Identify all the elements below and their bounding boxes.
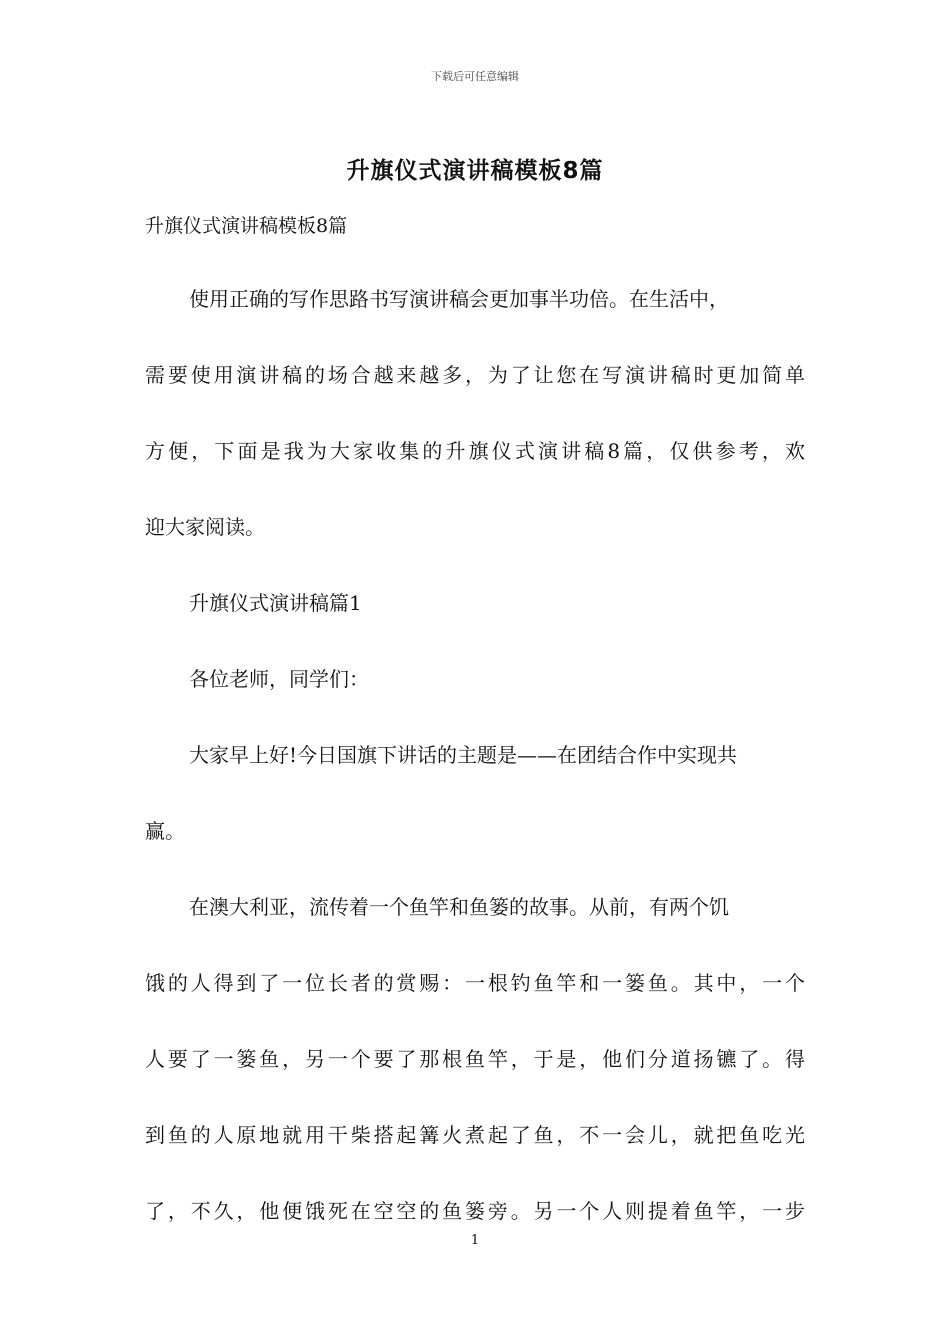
body-text — [145, 261, 805, 1249]
paragraph-line: 人要了一篓鱼，另一个要了那根鱼竿，于是，他们分道扬镳了。得 — [145, 1047, 805, 1071]
paragraph-line: 大家早上好!今日国旗下讲话的主题是——在团结合作中实现共 — [189, 743, 738, 767]
salutation-line: 各位老师，同学们： — [189, 667, 369, 691]
document-title: 升旗仪式演讲稿模板8篇 — [346, 158, 604, 184]
paragraph-line: 方便，下面是我为大家收集的升旗仪式演讲稿8篇，仅供参考，欢 — [145, 439, 805, 463]
document-subtitle: 升旗仪式演讲稿模板8篇 — [145, 215, 348, 237]
paragraph-line: 赢。 — [145, 819, 185, 843]
paragraph-line: 了，不久，他便饿死在空空的鱼篓旁。另一个人则提着鱼竿，一步 — [145, 1199, 805, 1223]
paragraph-line: 使用正确的写作思路书写演讲稿会更加事半功倍。在生活中， — [189, 287, 729, 311]
page-number: 1 — [470, 1233, 480, 1248]
paragraph-line: 饿的人得到了一位长者的赏赐：一根钓鱼竿和一篓鱼。其中，一个 — [145, 971, 805, 995]
paragraph-line: 需要使用演讲稿的场合越来越多，为了让您在写演讲稿时更加简单 — [145, 363, 805, 387]
header-note: 下载后可任意编辑 — [431, 70, 519, 83]
section-heading: 升旗仪式演讲稿篇1 — [189, 591, 362, 615]
paragraph-line: 在澳大利亚，流传着一个鱼竿和鱼篓的故事。从前，有两个饥 — [189, 895, 729, 919]
paragraph-line: 迎大家阅读。 — [145, 515, 265, 539]
paragraph-line: 到鱼的人原地就用干柴搭起篝火煮起了鱼，不一会儿，就把鱼吃光 — [145, 1123, 805, 1147]
